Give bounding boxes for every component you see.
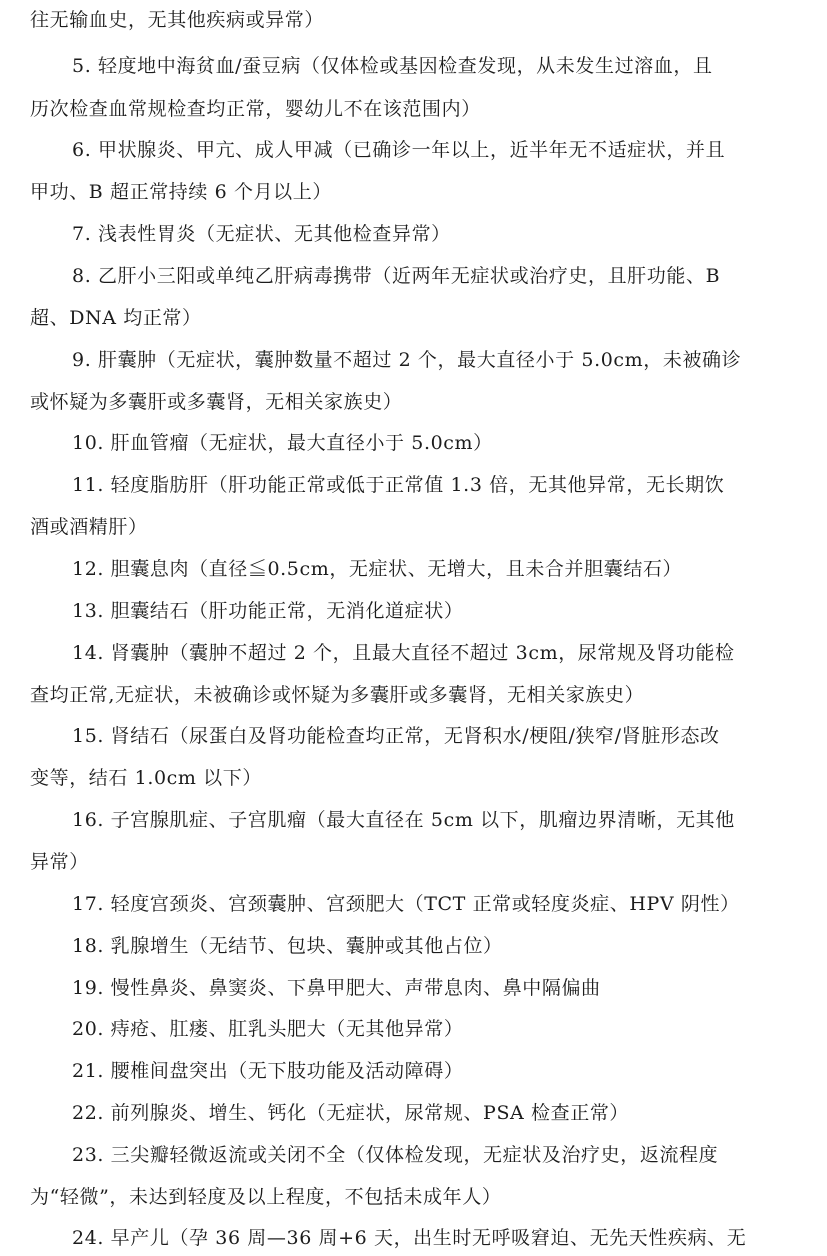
list-item-14: 14. 肾囊肿（囊肿不超过 2 个，且最大直径不超过 3cm，尿常规及肾功能检 (72, 642, 735, 664)
text-line: 变等，结石 1.0cm 以下） (30, 767, 262, 789)
text-line: 查均正常,无症状，未被确诊或怀疑为多囊肝或多囊肾，无相关家族史） (30, 684, 645, 706)
list-item-12: 12. 胆囊息肉（直径≦0.5cm，无症状、无增大，且未合并胆囊结石） (72, 558, 683, 580)
list-item-20: 20. 痔疮、肛瘘、肛乳头肥大（无其他异常） (72, 1018, 464, 1040)
list-item-19: 19. 慢性鼻炎、鼻窦炎、下鼻甲肥大、声带息肉、鼻中隔偏曲 (72, 977, 601, 999)
text-line: 或怀疑为多囊肝或多囊肾，无相关家族史） (30, 391, 403, 413)
text-line: 往无输血史，无其他疾病或异常） (30, 9, 325, 31)
list-item-17: 17. 轻度宫颈炎、宫颈囊肿、宫颈肥大（TCT 正常或轻度炎症、HPV 阴性） (72, 893, 740, 915)
text-line: 酒或酒精肝） (30, 516, 148, 538)
text-line: 超、DNA 均正常） (30, 307, 202, 329)
list-item-10: 10. 肝血管瘤（无症状，最大直径小于 5.0cm） (72, 432, 493, 454)
list-item-8: 8. 乙肝小三阳或单纯乙肝病毒携带（近两年无症状或治疗史，且肝功能、B (72, 265, 721, 287)
text-line: 为“轻微”，未达到轻度及以上程度，不包括未成年人） (30, 1186, 502, 1208)
text-line: 历次检查血常规检查均正常，婴幼儿不在该范围内） (30, 98, 481, 120)
list-item-13: 13. 胆囊结石（肝功能正常，无消化道症状） (72, 600, 464, 622)
list-item-22: 22. 前列腺炎、增生、钙化（无症状，尿常规、PSA 检查正常） (72, 1102, 630, 1124)
text-line: 甲功、B 超正常持续 6 个月以上） (30, 181, 332, 203)
list-item-15: 15. 肾结石（尿蛋白及肾功能检查均正常，无肾积水/梗阻/狭窄/肾脏形态改 (72, 725, 720, 747)
list-item-16: 16. 子宫腺肌症、子宫肌瘤（最大直径在 5cm 以下，肌瘤边界清晰，无其他 (72, 809, 735, 831)
list-item-7: 7. 浅表性胃炎（无症状、无其他检查异常） (72, 223, 451, 245)
list-item-24: 24. 早产儿（孕 36 周—36 周+6 天，出生时无呼吸窘迫、无先天性疾病、无 (72, 1227, 747, 1249)
list-item-18: 18. 乳腺增生（无结节、包块、囊肿或其他占位） (72, 935, 503, 957)
list-item-11: 11. 轻度脂肪肝（肝功能正常或低于正常值 1.3 倍，无其他异常，无长期饮 (72, 474, 725, 496)
list-item-6: 6. 甲状腺炎、甲亢、成人甲减（已确诊一年以上，近半年无不适症状，并且 (72, 139, 726, 161)
list-item-23: 23. 三尖瓣轻微返流或关闭不全（仅体检发现，无症状及治疗史，返流程度 (72, 1144, 719, 1166)
list-item-21: 21. 腰椎间盘突出（无下肢功能及活动障碍） (72, 1060, 464, 1082)
list-item-5: 5. 轻度地中海贫血/蚕豆病（仅体检或基因检查发现，从未发生过溶血，且 (72, 55, 713, 77)
list-item-9: 9. 肝囊肿（无症状，囊肿数量不超过 2 个，最大直径小于 5.0cm，未被确诊 (72, 349, 742, 371)
text-line: 异常） (30, 851, 89, 873)
